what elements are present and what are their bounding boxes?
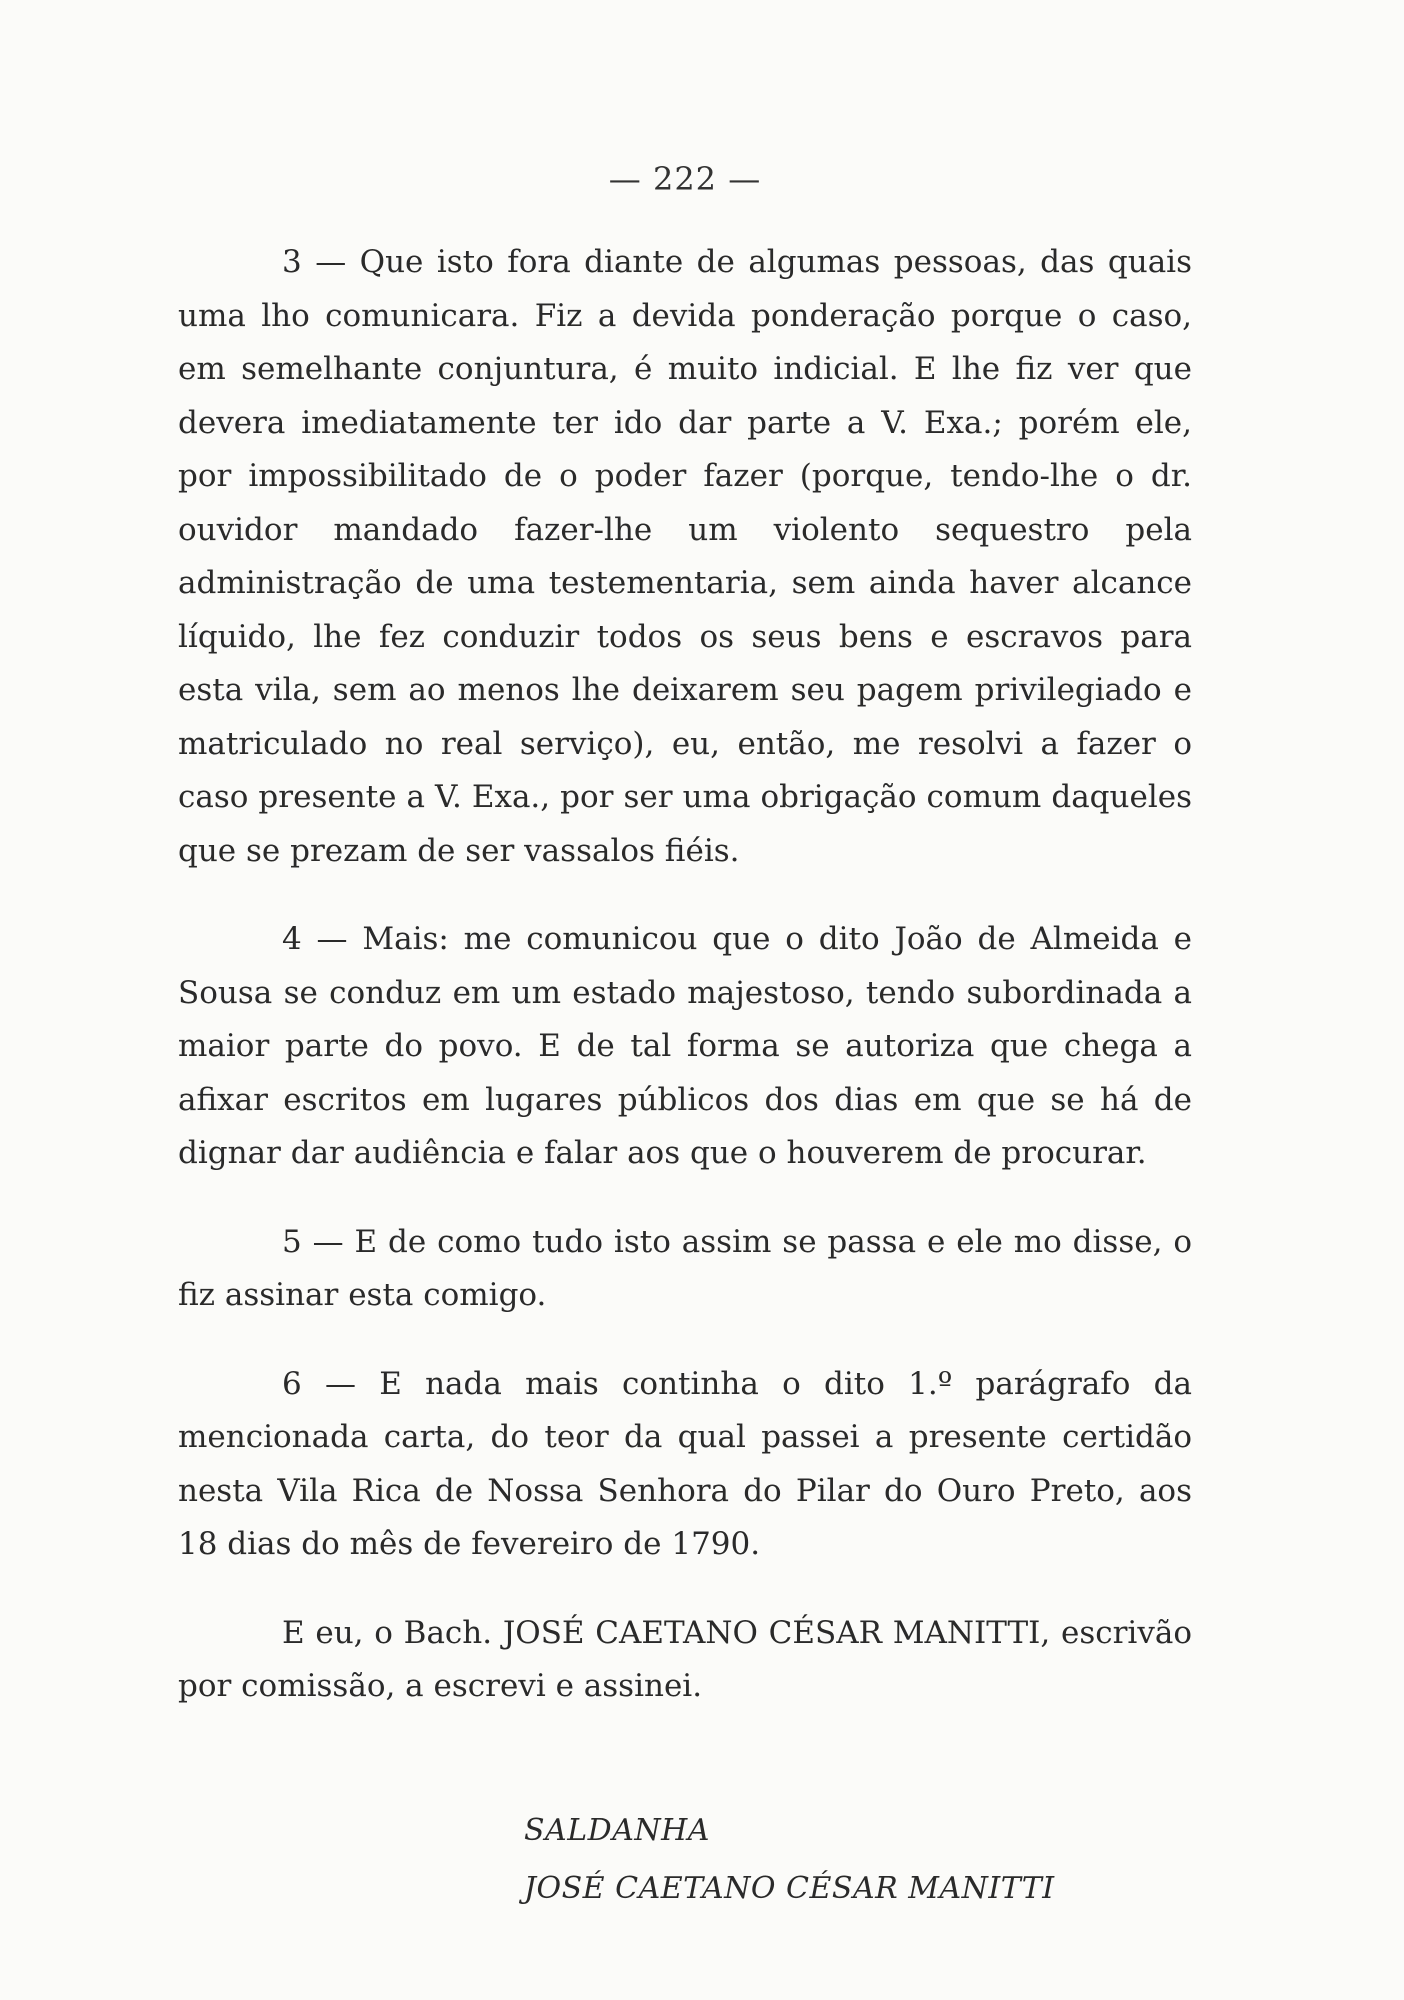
paragraph-5: 5 — E de como tudo isto assim se passa e ele mo disse, o fiz assinar esta comigo. [178, 1223, 1192, 1313]
paragraph-gap [178, 1181, 1192, 1216]
signature-saldanha: SALDANHA [524, 1812, 710, 1848]
paragraph-gap [178, 1323, 1192, 1358]
signature-manitti: JOSÉ CAETANO CÉSAR MANITTI [524, 1870, 1055, 1906]
signature-block [178, 1802, 1192, 1918]
paragraph-3: 3 — Que isto fora diante de algumas pessoas, das quais uma lho comunicara. Fiz a devida ponderação porque o caso, em semelhante conjuntura, é muito indicial. E lhe fiz ver que devera imediatamente ter ido dar parte a V. Exa.; porém ele, por impossibilitado de o poder fazer (porque, tendo-lhe o dr. ouvidor mandado fazer-lhe um violento sequestro pela administração de uma testementaria, sem ainda haver alcance líquido, lhe fez conduzir todos os seus bens e escravos para esta vila, sem ao menos lhe deixarem seu pagem privilegiado e matriculado no real serviço), eu, então, me resolvi a fazer o caso presente a V. Exa., por ser uma obrigação comum daqueles que se prezam de ser vassalos fiéis. [178, 244, 1192, 869]
page-number: — 222 — [608, 160, 762, 198]
paragraph-4: 4 — Mais: me comunicou que o dito João de Almeida e Sousa se conduz em um estado majestoso, tendo subordinada a maior parte do povo. E de tal forma se autoriza que chega a afixar escritos em lugares públicos dos dias em que se há de dignar dar audiência e falar aos que o houverem de procurar. [178, 921, 1192, 1171]
document-page [178, 160, 1192, 1918]
paragraph-6: 6 — E nada mais continha o dito 1.º parágrafo da mencionada carta, do teor da qual passei a presente certidão nesta Vila Rica de Nossa Senhora do Pilar do Ouro Preto, aos 18 dias do mês de fevereiro de 1790. [178, 1365, 1192, 1562]
paragraph-gap [178, 878, 1192, 913]
closing-paragraph: E eu, o Bach. JOSÉ CAETANO CÉSAR MANITTI, escrivão por comissão, a escrevi e assinei. [178, 1614, 1192, 1704]
paragraph-gap [178, 1572, 1192, 1607]
